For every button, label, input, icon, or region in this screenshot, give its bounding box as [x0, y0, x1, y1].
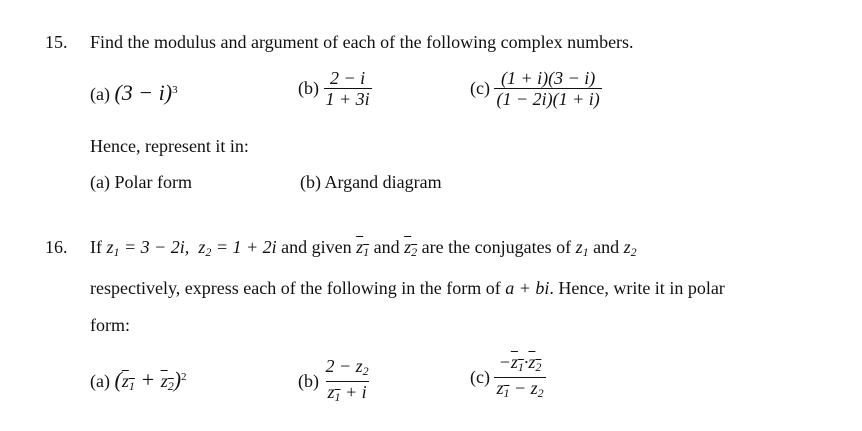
q15-c-fraction	[494, 68, 601, 109]
q15-a-expr: (3 − i)	[114, 80, 173, 105]
q15-c-numerator: (1 + i)(3 − i)	[500, 68, 596, 88]
q16-a-exp: 2	[181, 371, 187, 383]
q16-b-denominator: $z_1 + i$	[326, 381, 369, 407]
q16-z2-conj-symbol: $z_2$	[404, 237, 418, 259]
q16-line2-end: . Hence, write it in polar	[549, 278, 725, 298]
q16-b-fraction	[324, 356, 371, 407]
q16-z2-ref: $z_2$	[623, 237, 637, 259]
q16-part-c	[470, 352, 546, 403]
q16-a-label: (a)	[90, 371, 110, 391]
q15-hence: Hence, represent it in:	[90, 136, 249, 156]
q16-z1-definition: = 3 − 2i,	[124, 237, 190, 257]
q16-z1-symbol: $z_1$	[106, 237, 120, 259]
q15-argand-diagram: (b) Argand diagram	[300, 172, 442, 192]
q16-z2-definition: = 1 + 2i	[215, 237, 277, 257]
q15-number: 15.	[45, 32, 68, 52]
q16-c-denominator: $z_1 - z_2$	[494, 377, 545, 403]
q16-line2-text: respectively, express each of the following in the form of	[90, 278, 501, 298]
q16-z2-symbol: $z_2$	[198, 237, 212, 259]
q16-z1-ref: $z_1$	[575, 237, 589, 259]
q15-b-numerator: 2 − i	[330, 68, 366, 88]
q16-b-label: (b)	[298, 371, 319, 391]
q16-line1	[90, 237, 637, 260]
q15-b-label: (b)	[298, 78, 319, 98]
q15-c-label: (c)	[470, 78, 490, 98]
q15-polar-form: (a) Polar form	[90, 172, 192, 192]
q15-part-b	[298, 68, 372, 109]
q16-form: a + bi	[505, 278, 550, 298]
q16-a-expr: $(z_1 + z_2)$	[114, 367, 182, 393]
q16-line3: form:	[90, 315, 130, 335]
q16-conjugates-text: are the conjugates of	[421, 237, 572, 257]
q16-if: If	[90, 237, 102, 257]
q15-a-exp: 3	[172, 84, 178, 96]
q16-part-a	[90, 367, 187, 394]
q16-part-b	[298, 356, 371, 407]
q15-a-label: (a)	[90, 84, 110, 104]
q16-b-numerator: $2 - z_2$	[325, 356, 369, 378]
q15-b-denominator: 1 + 3i	[325, 89, 370, 109]
q16-and-1: and	[373, 237, 400, 257]
q15-c-denominator: (1 − 2i)(1 + i)	[496, 89, 600, 109]
q16-c-label: (c)	[470, 367, 490, 387]
q16-and-2: and	[593, 237, 620, 257]
q16-z1-conj-symbol: $z_1$	[356, 237, 370, 259]
q16-line2	[90, 278, 725, 299]
q16-number: 16.	[45, 237, 68, 257]
q16-c-numerator: $-z_1\cdot z_2$	[498, 352, 542, 374]
q16-c-fraction	[494, 352, 545, 403]
q15-part-c	[470, 68, 602, 109]
q16-and-given: and given	[281, 237, 352, 257]
q15-text: Find the modulus and argument of each of the following complex numbers.	[90, 32, 634, 52]
q15-part-a	[90, 80, 178, 106]
q15-b-fraction	[324, 68, 372, 109]
